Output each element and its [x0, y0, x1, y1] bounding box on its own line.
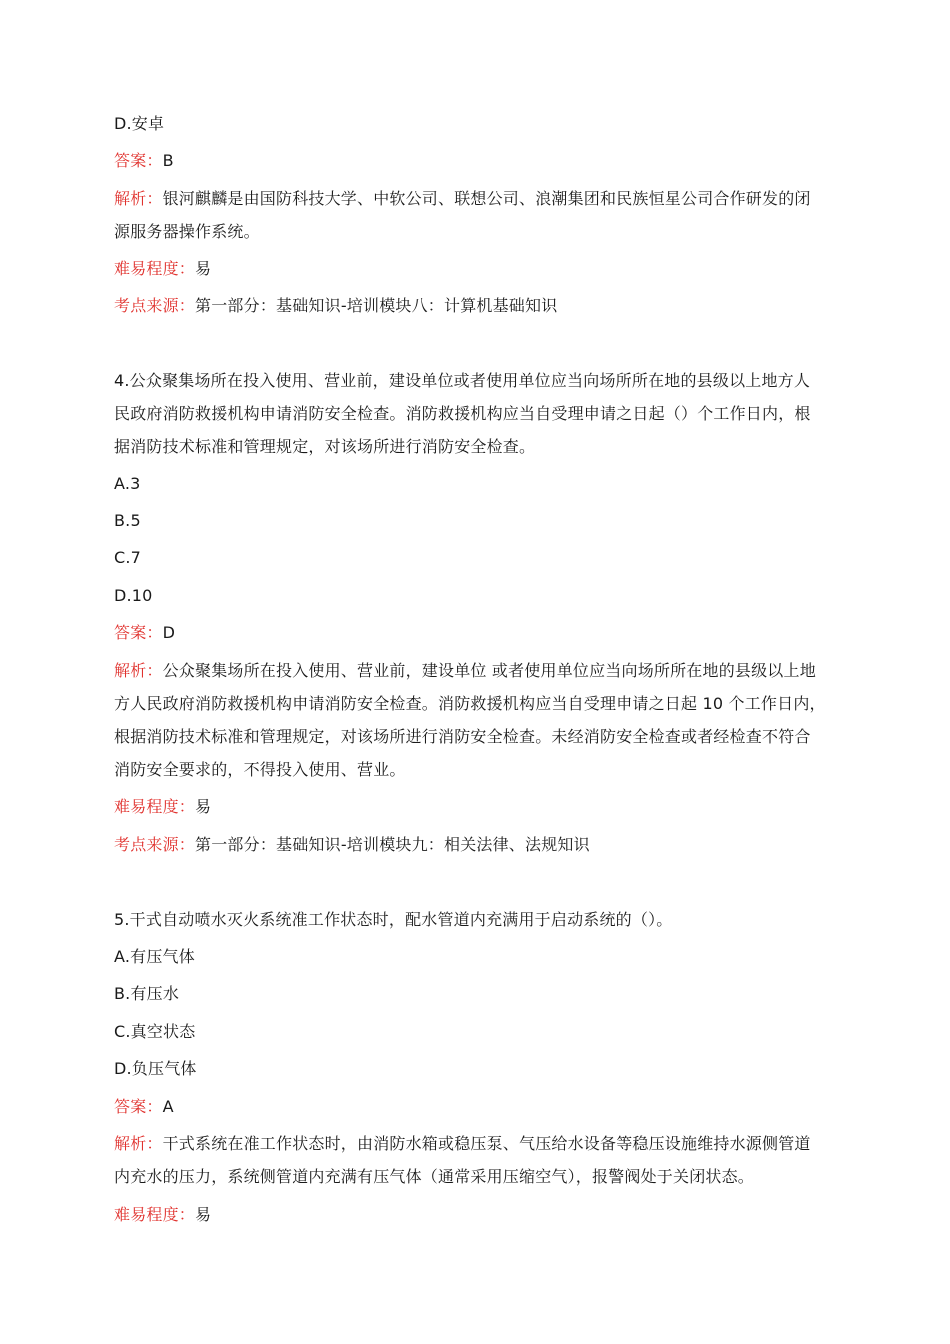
q4-analysis-line-4: 消防安全要求的，不得投入使用、营业。: [114, 760, 406, 779]
q5-option-d: D.负压气体: [114, 1059, 197, 1078]
q4-answer: [114, 623, 175, 643]
q3-source: [114, 296, 557, 316]
source-value: 第一部分：基础知识-培训模块八：计算机基础知识: [195, 296, 558, 315]
q5-analysis-line-2: 内充水的压力，系统侧管道内充满有压气体（通常采用压缩空气），报警阀处于关闭状态。: [114, 1167, 755, 1186]
q4-option-d: D.10: [114, 586, 153, 605]
q4-analysis-line-3: 根据消防技术标准和管理规定，对该场所进行消防安全检查。未经消防安全检查或者经检查不符合: [114, 727, 811, 746]
difficulty-value: 易: [195, 797, 212, 816]
answer-value: A: [162, 1097, 174, 1116]
difficulty-value: 易: [195, 259, 212, 278]
q4-stem-line-3: 据消防技术标准和管理规定，对该场所进行消防安全检查。: [114, 437, 536, 456]
answer-value: B: [162, 151, 174, 170]
q4-analysis-line-1: 解析：公众聚集场所在投入使用、营业前，建设单位 或者使用单位应当向场所所在地的县级以上地: [114, 661, 816, 680]
q4-difficulty: [114, 797, 211, 817]
q5-option-a: A.有压气体: [114, 947, 195, 966]
q3-answer: [114, 151, 174, 171]
analysis-label: 解析：: [114, 661, 163, 680]
q4-stem-line-1: 4.公众聚集场所在投入使用、营业前，建设单位或者使用单位应当向场所所在地的县级以上地方人: [114, 371, 811, 390]
analysis-label: 解析：: [114, 1134, 163, 1153]
difficulty-label: 难易程度：: [114, 1205, 196, 1224]
q5-option-c: C.真空状态: [114, 1022, 196, 1041]
answer-label: 答案：: [114, 1097, 163, 1116]
q5-option-b: B.有压水: [114, 984, 180, 1003]
q3-difficulty: [114, 259, 211, 279]
q3-analysis-line-1: 解析：银河麒麟是由国防科技大学、中软公司、联想公司、浪潮集团和民族恒星公司合作研发的闭: [114, 189, 811, 208]
q3-analysis-line-2: 源服务器操作系统。: [114, 222, 260, 241]
source-value: 第一部分：基础知识-培训模块九：相关法律、法规知识: [195, 835, 590, 854]
difficulty-label: 难易程度：: [114, 797, 196, 816]
answer-label: 答案：: [114, 151, 163, 170]
q4-option-a: A.3: [114, 474, 141, 493]
answer-label: 答案：: [114, 623, 163, 642]
q4-option-c: C.7: [114, 548, 142, 567]
q5-stem-line-1: 5.干式自动喷水灭火系统准工作状态时，配水管道内充满用于启动系统的（）。: [114, 910, 673, 929]
difficulty-value: 易: [195, 1205, 212, 1224]
source-label: 考点来源：: [114, 296, 196, 315]
q4-option-b: B.5: [114, 511, 141, 530]
source-label: 考点来源：: [114, 835, 196, 854]
q3-option-d: D.安卓: [114, 114, 165, 133]
q5-analysis-line-1: 解析：干式系统在准工作状态时，由消防水箱或稳压泵、气压给水设备等稳压设施维持水源侧管道: [114, 1134, 811, 1153]
q5-difficulty: [114, 1205, 211, 1225]
q4-analysis-line-2: 方人民政府消防救援机构申请消防安全检查。消防救援机构应当自受理申请之日起 10 个工作日内，: [114, 694, 826, 713]
q5-answer: [114, 1097, 174, 1117]
difficulty-label: 难易程度：: [114, 259, 196, 278]
q4-stem-line-2: 民政府消防救援机构申请消防安全检查。消防救援机构应当自受理申请之日起（）个工作日内，根: [114, 404, 811, 423]
analysis-label: 解析：: [114, 189, 163, 208]
q4-source: [114, 835, 590, 855]
answer-value: D: [162, 623, 176, 642]
